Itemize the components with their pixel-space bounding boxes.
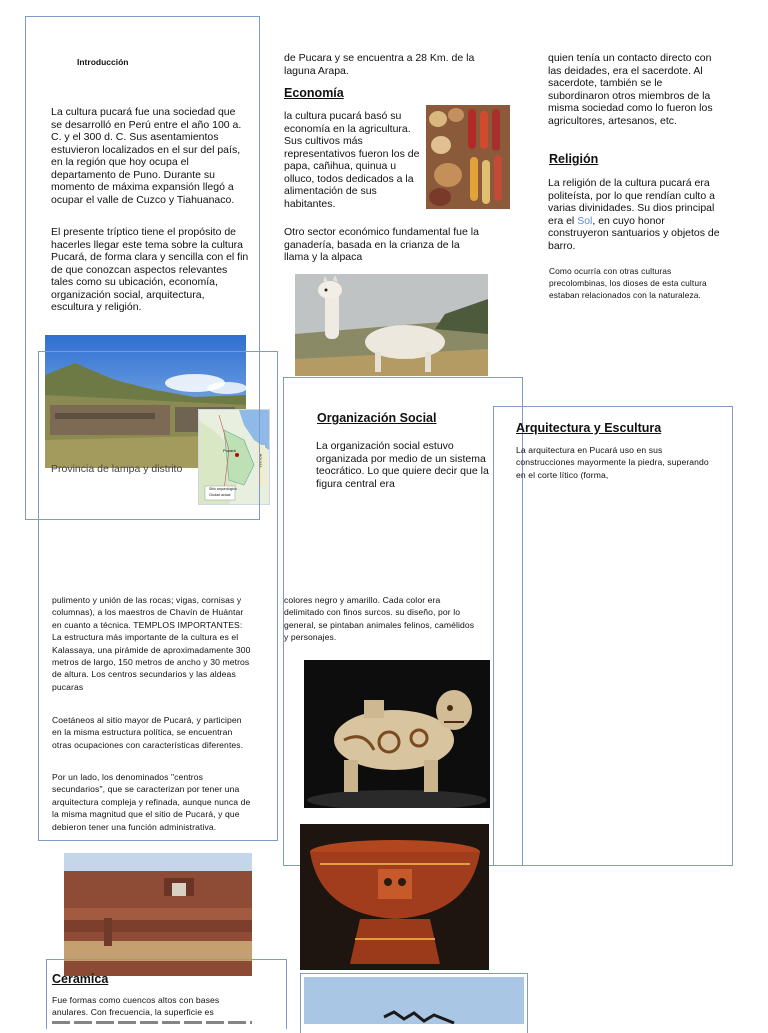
map-place-label: Pucará xyxy=(223,448,236,453)
page2-left-paragraph-1: pulimento y unión de las rocas; vigas, cornisas y columnas), a los maestros de Chavín de Huántar en cuanto a técnica. TEMPLOS IMPORTANTES: La estructura más importante de la cultura es el Kalassaya, una pirámide de aproximadamente 300 metros de largo, 150 metros de ancho y 30 metros de altura. Los centros secundarios y las aldeas pucaras xyxy=(52,595,251,692)
organizacion-heading: Organización Social xyxy=(317,411,437,425)
kalasasaya-image xyxy=(64,853,252,976)
intro-paragraph-1: La cultura pucará fue una sociedad que se desarrolló en Perú entre el año 100 a. C. y el 300 d. C. Sus asentamientos estuvieron localizados en el sur del país, en la región que hoy ocupa el departamento de Puno. Durante su momento de máxima expansión llegó a ocupar el valle de Cuzco y Tiahuanaco. xyxy=(51,106,242,206)
corn-crops-image xyxy=(426,105,510,209)
ceramic-bowl-image xyxy=(300,824,489,970)
temple-photo xyxy=(64,853,252,976)
economia-heading: Economía xyxy=(284,86,344,100)
page2-left-paragraph-3: Por un lado, los denominados "centros secundarios", que se caracterizan por tener una arquitectura compleja y refinada, aunque nunca de la misma magnitud que el sitio de Pucará, y que debieron tener una función administrativa. xyxy=(52,772,251,832)
economia-paragraph-1: la cultura pucará basó su economía en la agricultura. Sus cultivos más representativos fueron los de papa, cañihua, quinua u olluco, todos dedicados a la alimentación de sus habitantes. xyxy=(284,110,420,210)
economia-paragraph-2: Otro sector económico fundamental fue la ganadería, basada en la crianza de la llama y la alpaca xyxy=(284,226,479,263)
sol-link[interactable]: Sol xyxy=(577,214,593,227)
map-legend-1: Sitio arqueológico xyxy=(209,487,237,491)
llama-photo xyxy=(295,274,488,376)
sacerdote-text: quien tenía un contacto directo con las deidades, era el sacerdote. Al sacerdote, también se le subordinaron otros miembros de la misma sociedad como lo fueron los agricultores, artesanos, etc. xyxy=(548,52,713,127)
religion-paragraph-2: Como ocurría con otras culturas precolombinas, los dioses de esta cultura estaban relacionados con la naturaleza. xyxy=(549,266,707,300)
religion-heading: Religión xyxy=(549,152,599,166)
ceramic-feline-image xyxy=(304,660,490,808)
religion-text-a: La religión de la cultura pucará era politeísta, por lo que rendían culto a varias divinidades. Su dios principal era el xyxy=(548,177,715,227)
alpaca-image xyxy=(295,274,488,376)
ceramica-text-cut xyxy=(52,1019,252,1024)
intro-heading: Introducción xyxy=(77,57,129,67)
page2-left-paragraph-2: Coetáneos al sitio mayor de Pucará, y participen en la misma estructura política, se encuentran otras ocupaciones con características diferentes. xyxy=(52,715,244,750)
religion-text-b: , en cuyo honor construyeron santuarios y objetos de barro. xyxy=(548,214,720,252)
map-caption-fragment: Provincia de lampa y distrito xyxy=(51,463,183,475)
bottom-sky-photo xyxy=(304,977,524,1024)
arquitectura-text: La arquitectura en Pucará uso en sus construcciones mayormente la piedra, superando en el corte lítico (forma, xyxy=(516,445,709,480)
ceramica-text: Fue formas como cuencos altos con bases anulares. Con frecuencia, la superficie es xyxy=(52,995,220,1018)
crops-photo xyxy=(426,105,510,209)
arquitectura-heading: Arquitectura y Escultura xyxy=(516,421,662,435)
organizacion-text: La organización social estuvo organizada por medio de un sistema teocrático. Lo que quiere decir que la figura central era xyxy=(316,440,489,490)
map-legend-2: Ciudad actual xyxy=(209,493,231,497)
intro-paragraph-2: El presente tríptico tiene el propósito de hacerles llegar este tema sobre la cultura Pucará, de forma clara y sencilla con el fin de que conozcan aspectos relevantes tales como su ubicación, economía, organización social, arquitectura, escultura y religión. xyxy=(51,226,249,313)
map-country-label: BOLIVIA xyxy=(258,454,262,468)
ceramic-bowl-photo xyxy=(300,824,489,970)
ceramic-colors-text: colores negro y amarillo. Cada color era delimitado con finos surcos. su diseño, por lo general, se pintaban animales felinos, camélidos y personajes. xyxy=(284,595,475,643)
religion-paragraph-1 xyxy=(548,177,720,252)
location-text: de Pucara y se encuentra a 28 Km. de la laguna Arapa. xyxy=(284,52,475,77)
ceramic-animal-photo xyxy=(304,660,490,808)
sky-image xyxy=(304,977,524,1024)
ceramica-heading: Ceramica xyxy=(52,972,109,986)
